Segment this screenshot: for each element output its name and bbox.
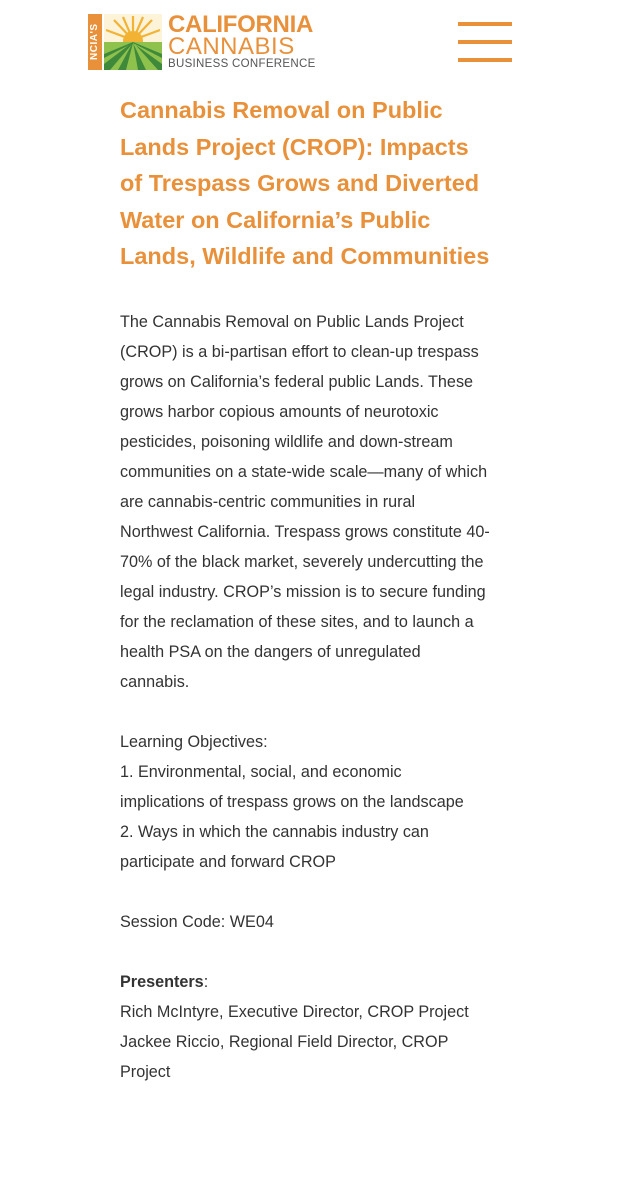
session-article [120, 92, 490, 1087]
objectives-heading: Learning Objectives: [120, 732, 268, 751]
logo-line-business-conference: BUSINESS CONFERENCE [168, 58, 316, 70]
presenter-item-2: Jackee Riccio, Regional Field Director, CROP Project [120, 1032, 449, 1081]
objective-item-2: 2. Ways in which the cannabis industry can participate and forward CROP [120, 822, 429, 871]
learning-objectives [120, 727, 490, 877]
menu-bar-top [458, 22, 512, 26]
site-header [0, 0, 620, 86]
session-code: Session Code: WE04 [120, 912, 274, 931]
logo-badge: NCIA'S [88, 14, 102, 70]
session-description: The Cannabis Removal on Public Lands Project (CROP) is a bi-partisan effort to clean-up trespass grows on California’s federal public Lands. These grows harbor copious amounts of neurotoxic pesticides, poisoning wildlife and down-stream communities on a state-wide scale—many of which are cannabis-centric communities in rural Northwest California. Trespass grows constitute 40-70% of the black market, severely undercutting the legal industry. CROP’s mission is to secure funding for the reclamation of these sites, and to launch a health PSA on the dangers of unregulated cannabis. [120, 312, 490, 691]
menu-bar-bottom [458, 58, 512, 62]
logo-line-california: CALIFORNIA [168, 11, 313, 38]
presenters-heading [120, 967, 490, 997]
presenter-item-1: Rich McIntyre, Executive Director, CROP Project [120, 1002, 469, 1021]
presenters-section [120, 967, 490, 1087]
hamburger-icon[interactable] [458, 22, 512, 62]
presenters-label: Presenters [120, 972, 204, 991]
logo-line-cannabis: CANNABIS [168, 33, 295, 60]
session-title: Cannabis Removal on Public Lands Project (CROP): Impacts of Trespass Grows and Diverted Water on California’s Public Lands, Wildlife and Communities [120, 97, 490, 269]
sunrise-field-icon [104, 14, 162, 70]
logo-wordmark [168, 11, 338, 71]
menu-bar-middle [458, 40, 512, 44]
presenters-colon: : [203, 972, 209, 991]
conference-logo[interactable] [88, 11, 328, 72]
objective-item-1: 1. Environmental, social, and economic implications of trespass grows on the landscape [120, 762, 464, 811]
